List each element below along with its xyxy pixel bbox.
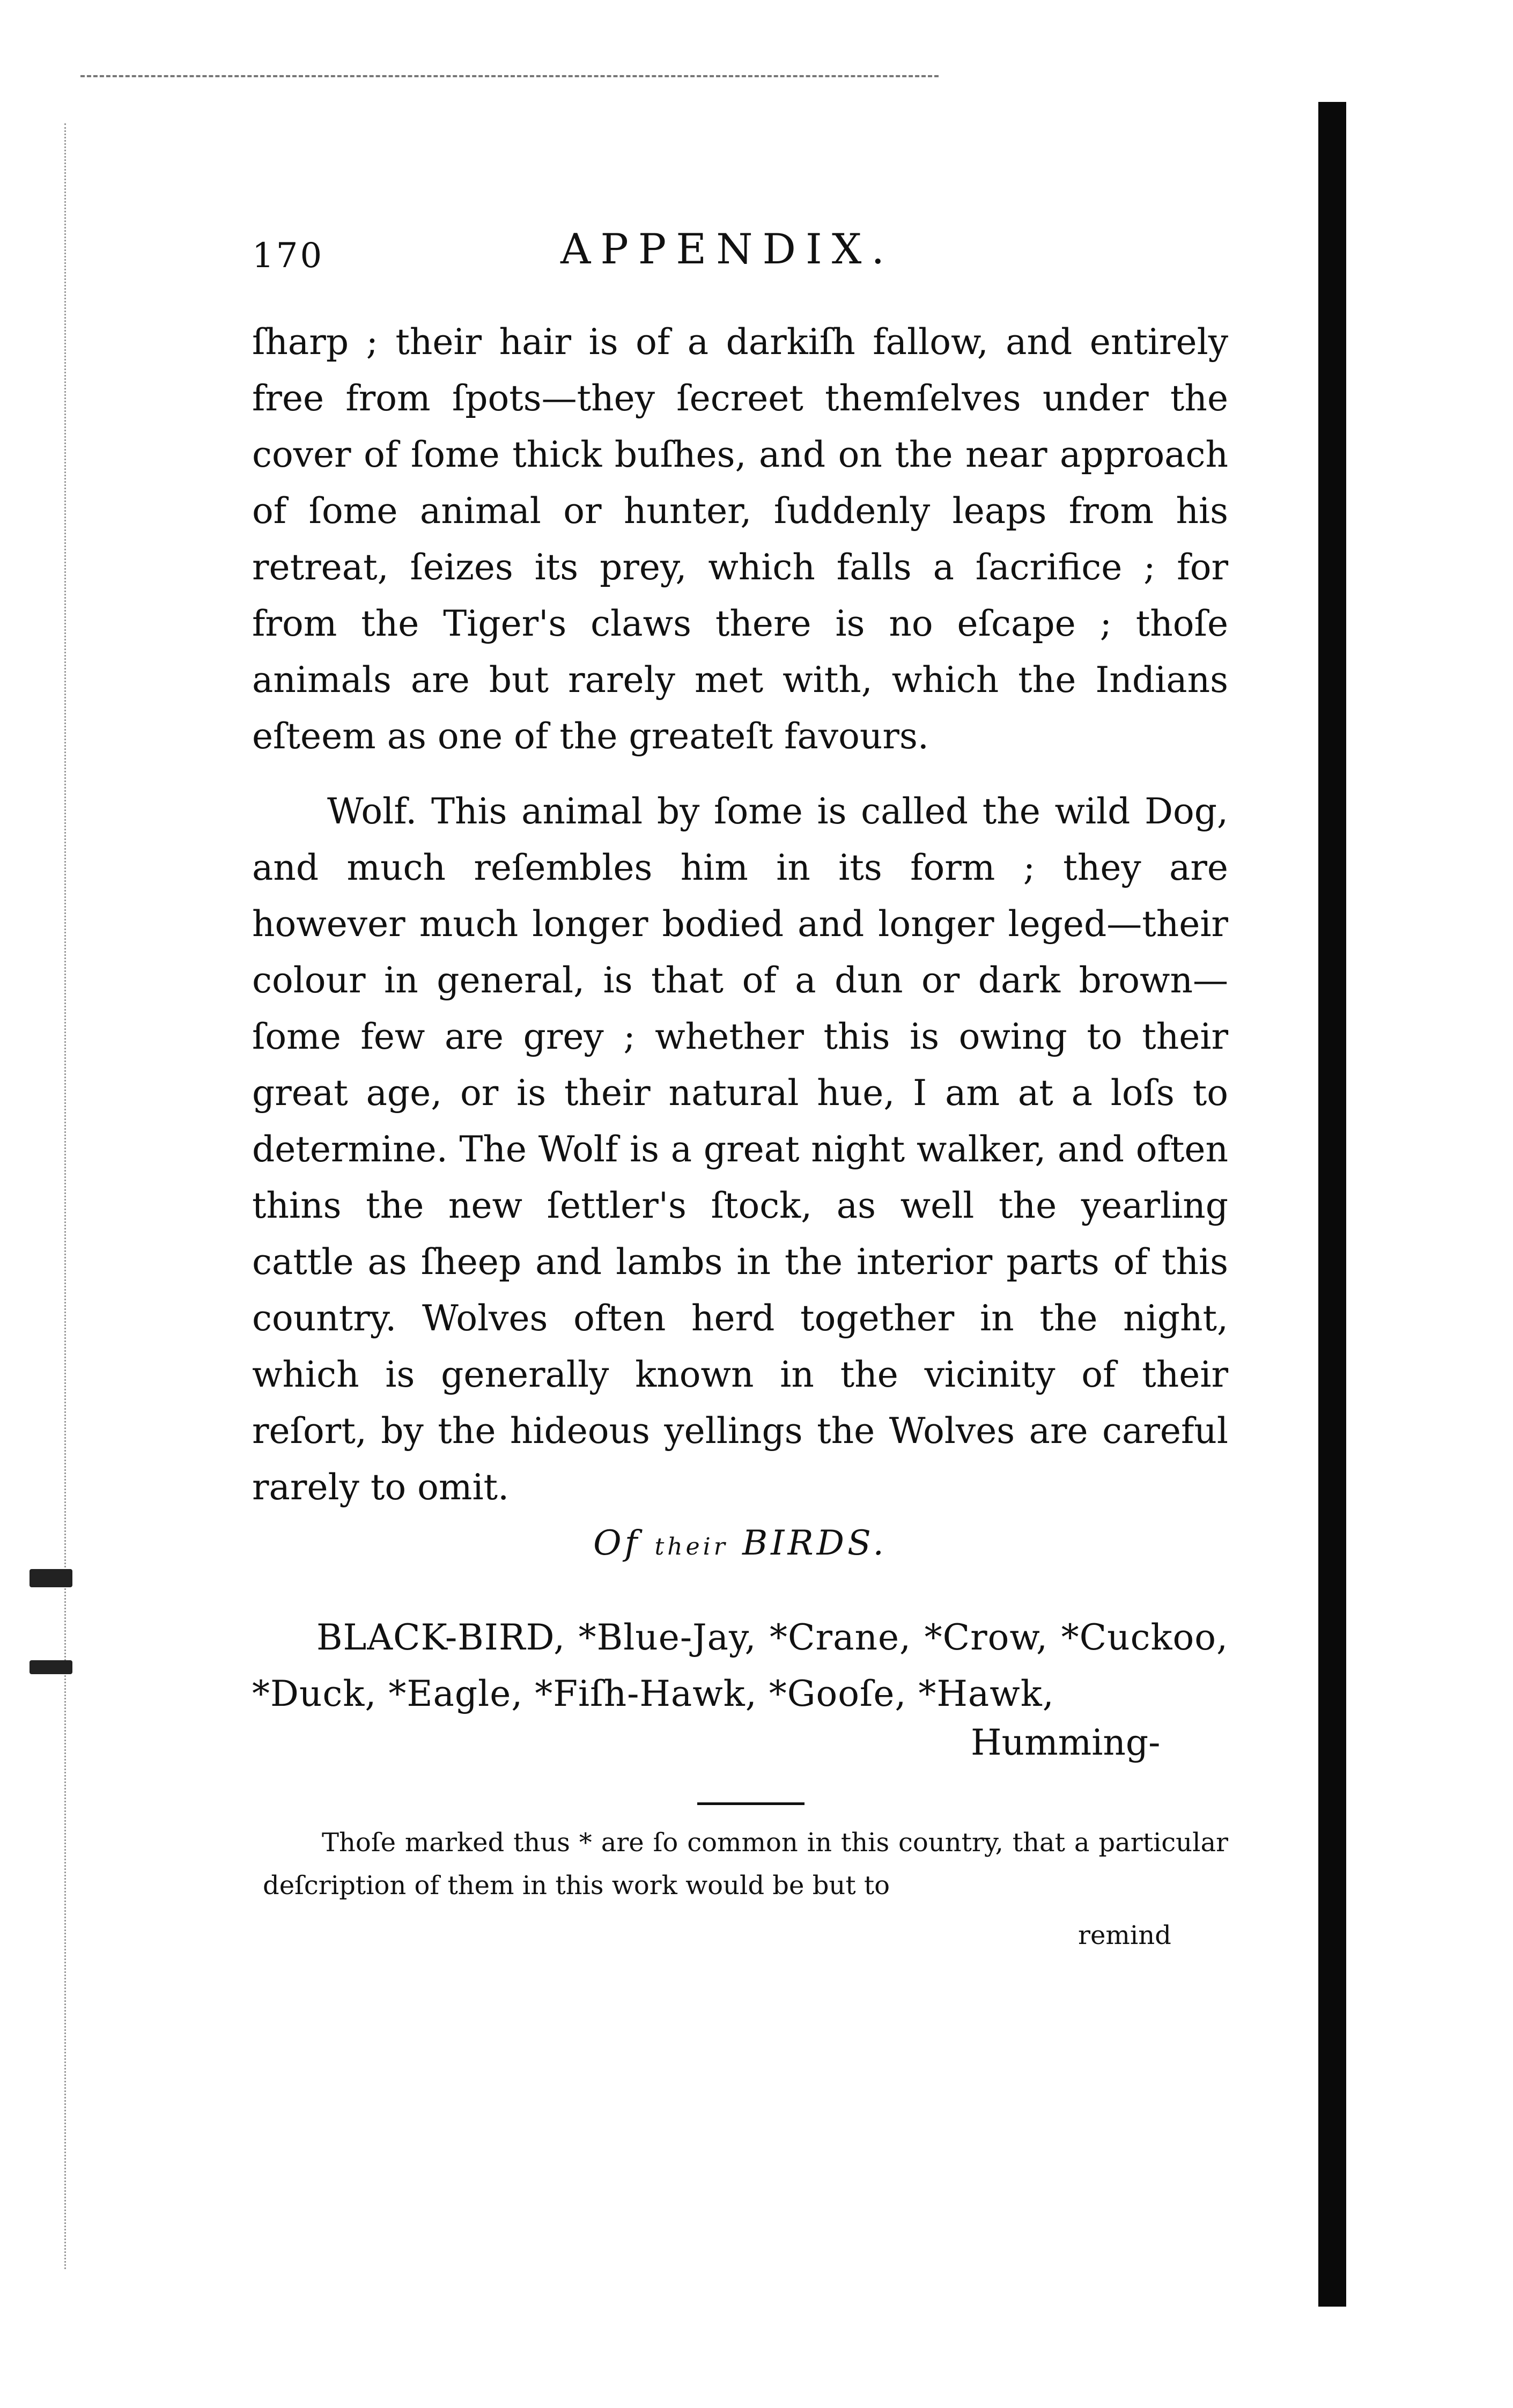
section-heading-small: their <box>654 1533 728 1560</box>
paragraph-bird-list: BLACK-BIRD, *Blue-Jay, *Crane, *Crow, *Cuckoo, *Duck, *Eagle, *Fiſh-Hawk, *Gooſe, *Hawk, <box>252 1617 1228 1714</box>
footnote-catchword: remind <box>1078 1920 1171 1950</box>
footnote: Thoſe marked thus * are ſo common in this country, that a particular deſcription of them in this work would be but to <box>263 1828 1228 1901</box>
scan-artifact-margin-marks <box>64 123 82 2269</box>
scan-artifact-blot <box>29 1569 72 1587</box>
scan-artifact-blot <box>29 1660 72 1674</box>
page-number: 170 <box>252 236 324 276</box>
paragraph-tiger-continued: ſharp ; their hair is of a darkiſh fallow, and entirely free from ſpots—they ſecreet themſelves under the cover of ſome thick buſhes, and on the near approach of ſome animal or hunter, ſuddenly leaps from his retreat, ſeizes its prey, which falls a ſacrifice ; for from the Tiger's claws there is no eſcape ; thoſe animals are but rarely met with, which the Indians eſteem as one of the greateſt favours. <box>252 321 1228 757</box>
running-head: APPENDIX. <box>560 225 895 274</box>
section-heading-main: BIRDS. <box>742 1523 887 1563</box>
paragraph-wolf: Wolf. This animal by ſome is called the wild Dog, and much reſembles him in its form ; they are however much longer bodied and longer leged—their colour in general, is that of a dun or dark brown—ſome few are grey ; whether this is owing to their great age, or is their natural hue, I am at a loſs to determine. The Wolf is a great night walker, and often thins the new ſettler's ſtock, as well the yearling cattle as ſheep and lambs in the interior parts of this country. Wolves often herd together in the night, which is generally known in the vicinity of their reſort, by the hideous yellings the Wolves are careful rarely to omit. <box>252 791 1228 1508</box>
page-header <box>252 225 1298 284</box>
section-heading-prefix: Of <box>593 1523 641 1563</box>
footnote-rule <box>697 1802 805 1805</box>
scan-artifact-page-edge <box>1318 102 1346 2307</box>
catchword: Humming- <box>971 1722 1161 1763</box>
section-heading <box>252 1523 1228 1563</box>
scan-artifact-top-dash <box>80 75 939 77</box>
